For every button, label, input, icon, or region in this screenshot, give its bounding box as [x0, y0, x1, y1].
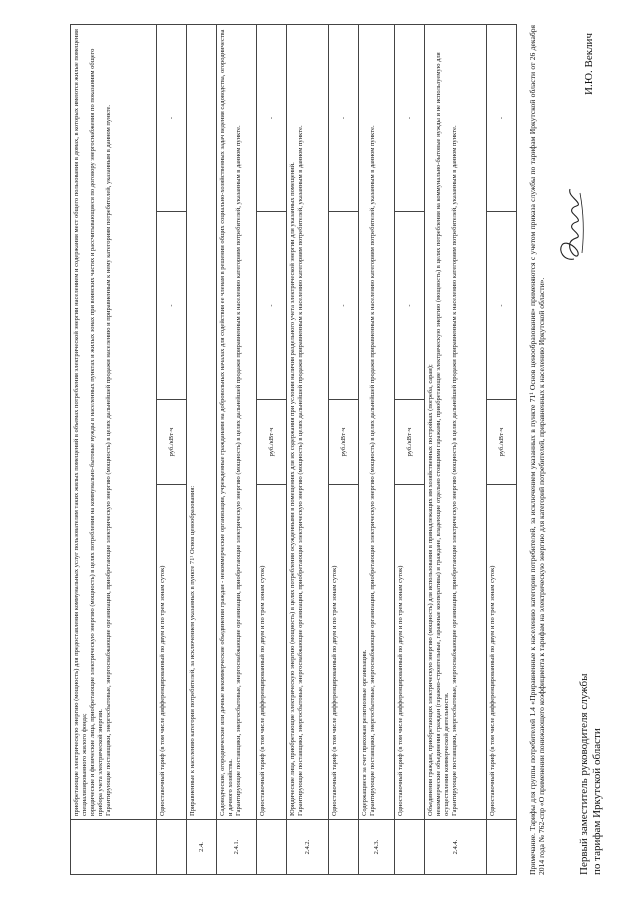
table-row: [71, 25, 157, 875]
table-row: [425, 25, 487, 875]
row-number: [71, 820, 157, 875]
row-description: Содержащиеся за счет прихожан религиозные организации. Гарантирующие поставщики, энергосбытовые, энергоснабжающие организации, приобретающие электрическую энергию (мощность) в целях дальнейшей продажи приравненным к населению категориям потребителей, указанным в данном пункте.: [359, 25, 395, 820]
signer-name: И.Ю. Веклич: [583, 33, 595, 95]
table-row: [287, 25, 329, 875]
tariff-value: -: [157, 25, 187, 212]
tariff-value: -: [157, 212, 187, 400]
position-line: по тарифам Иркутской области: [591, 728, 604, 875]
tariff-value: -: [487, 25, 517, 212]
table-row: [257, 25, 287, 875]
table-row: [395, 25, 425, 875]
row-description: Юридические лица, приобретающие электрическую энергию (мощность) в целях потребления осужденными в помещениях для их содержания при условии наличия раздельного учета электрической энергии для указанных помещений. Гарантирующие поставщики, энергосбытовые, энергоснабжающие организации, приобретающие электрическую энергию (мощность) в целях дальнейшей продажи приравненным к населению категориям потребителей, указанным в данном пункте.: [287, 25, 329, 820]
tariff-unit: руб./кВт·ч: [395, 400, 425, 485]
row-number: [487, 820, 517, 875]
row-number: 2.4.4.: [425, 820, 487, 875]
tariff-value: -: [257, 25, 287, 212]
row-number: [329, 820, 359, 875]
footnote: Примечание. Тарифы для группы потребителей 1.4 «Приравненные к населению категории потребителей, за исключением указанных в пункте 71¹ Основ ценообразования» применяются с учетом приказа службы по тарифам Иркутской области от 26 декабря 2014 года № 762-спр «О применении понижающего коэффициента к тарифам на электрическую энергию для категорий потребителей, приравненных к населению Иркутской области».: [527, 25, 547, 875]
row-number: [157, 820, 187, 875]
row-number: 2.4.2.: [287, 820, 329, 875]
row-number: 2.4.3.: [359, 820, 395, 875]
tariff-value: -: [329, 25, 359, 212]
position-line: Первый заместитель руководителя службы: [578, 673, 590, 875]
table-row: [157, 25, 187, 875]
tariff-label: Одноставочный тариф (в том числе дифференцированный по двум и по трем зонам суток): [395, 485, 425, 820]
row-number: 2.4.: [187, 820, 217, 875]
row-number: [395, 820, 425, 875]
tariff-unit: руб./кВт·ч: [157, 400, 187, 485]
tariff-label: Одноставочный тариф (в том числе дифференцированный по двум и по трем зонам суток): [157, 485, 187, 820]
tariff-unit: руб./кВт·ч: [487, 400, 517, 485]
tariff-label: Одноставочный тариф (в том числе дифференцированный по двум и по трем зонам суток): [329, 485, 359, 820]
row-description: Приравненные к населению категории потребителей, за исключением указанных в пункте 71¹ Основ ценообразования:: [187, 25, 217, 820]
tariff-unit: руб./кВт·ч: [257, 400, 287, 485]
tariff-value: -: [257, 212, 287, 400]
row-number: [257, 820, 287, 875]
table-row: [487, 25, 517, 875]
table-row: [359, 25, 395, 875]
signatory-position: [578, 674, 604, 876]
tariff-value: -: [487, 212, 517, 400]
tariff-label: Одноставочный тариф (в том числе дифференцированный по двум и по трем зонам суток): [487, 485, 517, 820]
row-description: Объединения граждан, приобретающих электрическую энергию (мощность) для использования в принадлежащих им хозяйственных постройках (погреба, сараи); некоммерческие объединения граждан (гаражно-строительные, гаражные кооперативы) и граждане, владеющие отдельно стоящими гаражами, приобретающие электрическую энергию (мощность) в целях потребления на коммунально-бытовые нужды и не используемую для осуществления коммерческой деятельности. Гарантирующие поставщики, энергосбытовые, энергоснабжающие организации, приобретающие электрическую энергию (мощность) в целях дальнейшей продажи приравненным к населению категориям потребителей, указанным в данном пункте.: [425, 25, 487, 820]
row-description: приобретающие электрическую энергию (мощность) для предоставления коммунальных услуг пользователям таких жилых помещений в объемах потребления электрической энергии населением и содержания мест общего пользования в домах, в которых имеются жилые помещения специализированного жилого фонда; юридические и физические лица, приобретающие электрическую энергию (мощность) в целях потребления на коммунально-бытовые нужды в населенных пунктах и жилых зонах при воинских частях и рассчитывающиеся по договору энергоснабжения по показаниям общего прибора учета электрической энергии. Гарантирующие поставщики, энергосбытовые, энергоснабжающие организации, приобретающие электрическую энергию (мощность) в целях дальнейшей продажи населению и приравненным к нему категориям потребителей, указанным в данном пункте.: [71, 25, 157, 820]
tariff-label: Одноставочный тариф (в том числе дифференцированный по двум и по трем зонам суток): [257, 485, 287, 820]
tariff-value: -: [329, 212, 359, 400]
table-row: [187, 25, 217, 875]
tariff-value: -: [395, 25, 425, 212]
table-row: [329, 25, 359, 875]
row-description: Садоводческие, огороднические или дачные некоммерческие объединения граждан - некоммерческие организации, учрежденные гражданами на добровольных началах для содействия ее членам в решении общих социально-хозяйственных задач ведения садоводства, огородничества и дачного хозяйства. Гарантирующие поставщики, энергосбытовые, энергоснабжающие организации, приобретающие электрическую энергию (мощность) в целях дальнейшей продажи приравненным к населению категориям потребителей, указанным в данном пункте.: [217, 25, 257, 820]
table-row: [217, 25, 257, 875]
tariff-value: -: [395, 212, 425, 400]
handwritten-signature: [554, 185, 593, 265]
row-number: 2.4.1.: [217, 820, 257, 875]
tariff-unit: руб./кВт·ч: [329, 400, 359, 485]
tariff-table: [70, 24, 517, 875]
